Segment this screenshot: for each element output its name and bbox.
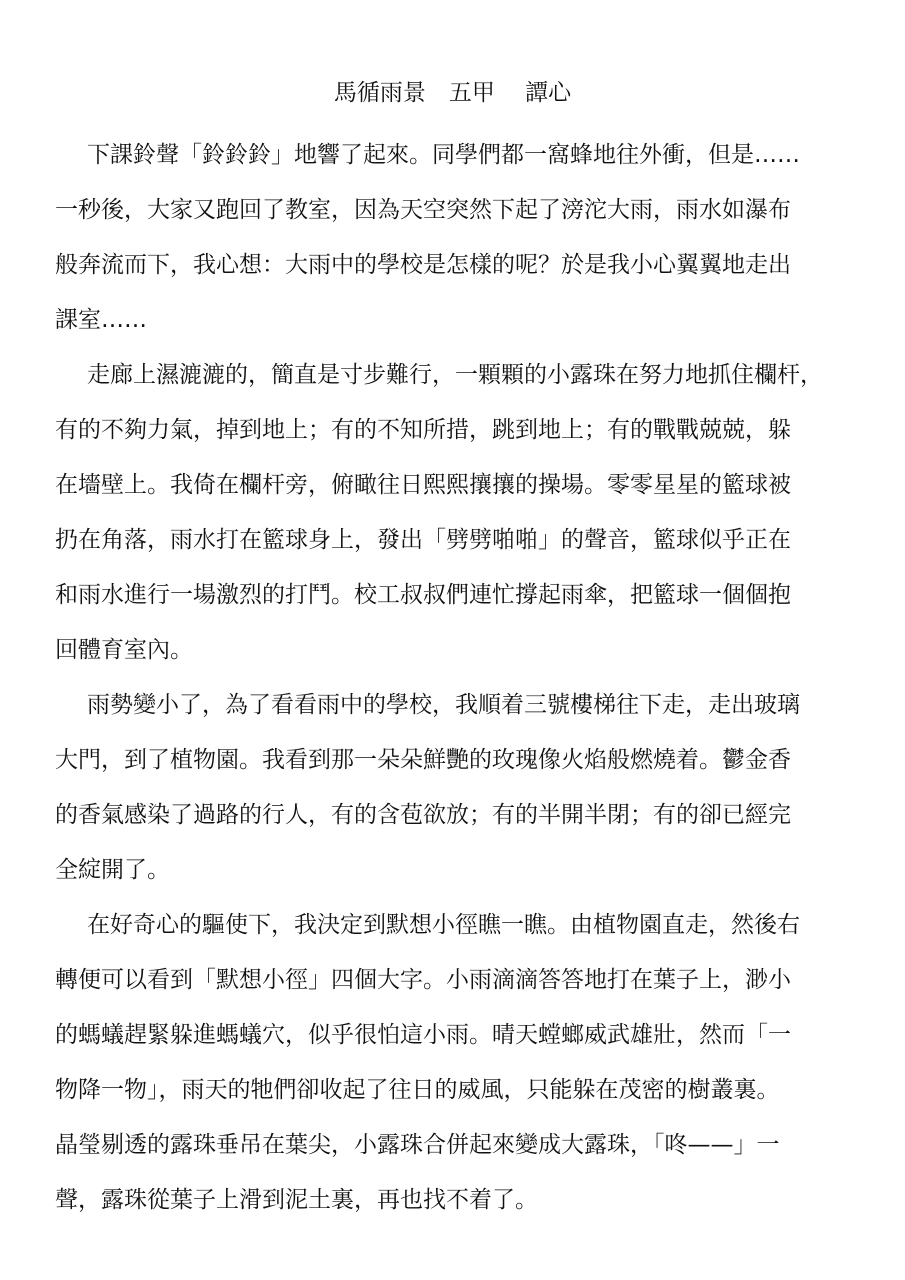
text-line: 轉便可以看到「默想小徑」四個大字。小雨滴滴答答地打在葉子上，渺小 [55,967,791,993]
text-line: 大門，到了植物園。我看到那一朵朵鮮艷的玫瑰像火焰般燃燒着。鬱金香 [55,747,791,773]
text-line: 聲，露珠從葉子上滑到泥土裏，再也找不着了。 [55,1187,538,1213]
document-body [55,128,865,1228]
text-line: 的螞蟻趕緊躲進螞蟻穴，似乎很怕這小雨。晴天螳螂威武雄壯，然而「一 [55,1022,791,1048]
text-line: 下課鈴聲「鈴鈴鈴」地響了起來。同學們都一窩蜂地往外衝，但是…… [87,142,800,168]
text-line: 在墻壁上。我倚在欄杆旁，俯瞰往日熙熙攘攘的操場。零零星星的籃球被 [55,472,791,498]
text-line: 有的不夠力氣，掉到地上；有的不知所措，跳到地上；有的戰戰兢兢，躲 [55,417,791,443]
text-line: 扔在角落，雨水打在籃球身上，發出「劈劈啪啪」的聲音，籃球似乎正在 [55,527,791,553]
paragraph-4 [55,898,865,1228]
paragraph-2 [55,348,865,678]
document-title: 馬循雨景 五甲 譚心 [333,80,572,106]
text-line: 在好奇心的驅使下，我決定到默想小徑瞧一瞧。由植物園直走，然後右 [87,912,800,938]
text-line: 全綻開了。 [55,857,170,883]
text-line: 走廊上濕漉漉的，簡直是寸步難行，一顆顆的小露珠在努力地抓住欄杆， [87,362,823,388]
text-line: 晶瑩剔透的露珠垂吊在葉尖，小露珠合併起來變成大露珠，「咚——」一 [55,1132,780,1158]
text-line: 雨勢變小了，為了看看雨中的學校，我順着三號樓梯往下走，走出玻璃 [87,692,800,718]
text-line: 般奔流而下，我心想：大雨中的學校是怎樣的呢？於是我小心翼翼地走出 [55,252,791,278]
text-line: 回體育室內。 [55,637,193,663]
text-line: 和雨水進行一場激烈的打鬥。校工叔叔們連忙撐起雨傘，把籃球一個個抱 [55,582,791,608]
paragraph-1 [55,128,865,348]
text-line: 課室…… [55,307,147,333]
text-line: 一秒後，大家又跑回了教室，因為天空突然下起了滂沱大雨，雨水如瀑布 [55,197,791,223]
text-line: 的香氣感染了過路的行人，有的含苞欲放；有的半開半閉；有的卻已經完 [55,802,791,828]
text-line: 物降一物」，雨天的牠們卻收起了往日的威風，只能躲在茂密的樹叢裏。 [55,1077,780,1103]
paragraph-3 [55,678,865,898]
